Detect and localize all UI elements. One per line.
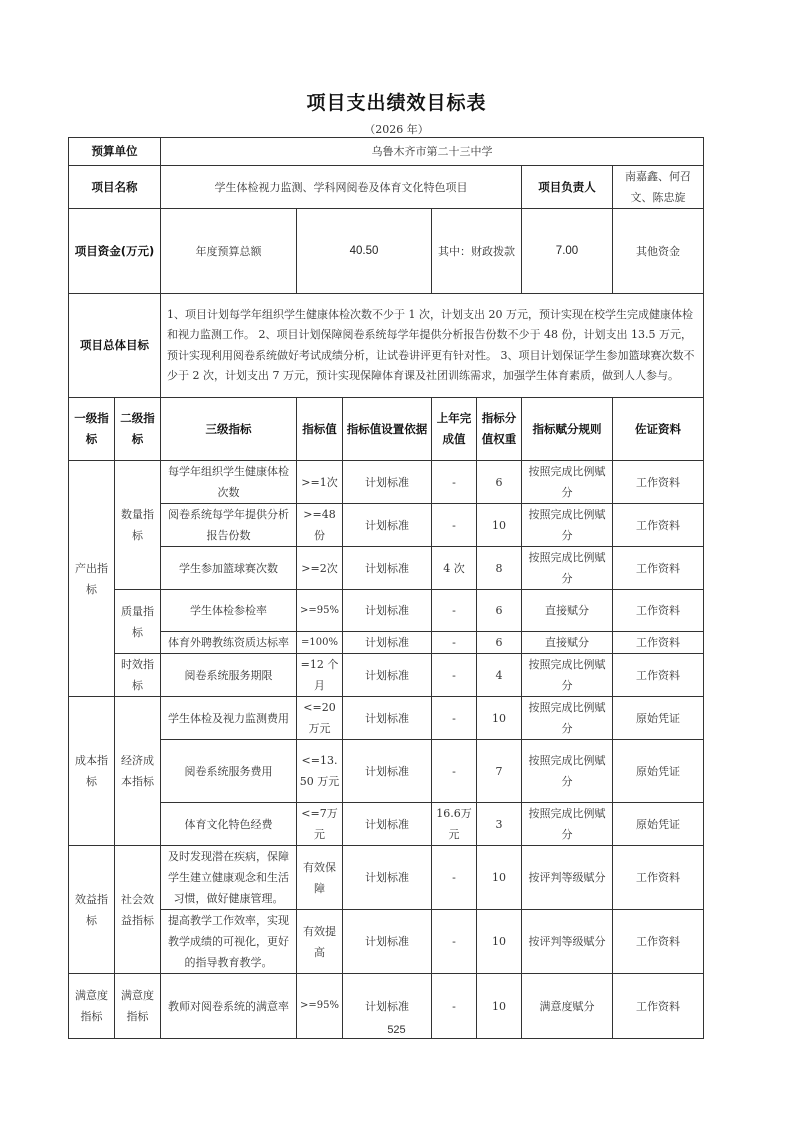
basis-cell: 计划标准 [343,504,432,547]
last-year-cell: - [432,697,477,740]
budget-unit-row [69,138,704,166]
page-number: 525 [387,1024,406,1036]
level2-timeliness: 时效指标 [115,654,161,697]
value-cell: >=95% [297,590,343,632]
value-cell: =12 个月 [297,654,343,697]
value-cell: <=13.50 万元 [297,740,343,803]
rule-cell: 按照完成比例赋分 [522,803,613,846]
header-weight: 指标分值权重 [477,398,522,461]
basis-cell: 计划标准 [343,803,432,846]
indicator-cell: 阅卷系统每学年提供分析报告份数 [161,504,297,547]
value-cell: >=1次 [297,461,343,504]
weight-cell: 7 [477,740,522,803]
overall-goal-text: 1、项目计划每学年组织学生健康体检次数不少于 1 次，计划支出 20 万元，预计实现在校学生完成健康体检和视力监测工作。 2、项目计划保障阅卷系统每学年提供分析报告份数不少于 48 份，计划支出 13.5 万元，预计实现利用阅卷系统做好考试成绩分析，让试卷讲评更有针对性。 3、项目计划保证学生参加篮球赛次数不少于 2 次，计划支出 7 万元，预计实现保障体育课及社团训练需求，加强学生体育素质，做到人人参与。 [161,294,704,398]
evidence-cell: 工作资料 [613,846,704,910]
project-funds-row [69,209,704,294]
rule-cell: 按照完成比例赋分 [522,547,613,590]
rule-cell: 按评判等级赋分 [522,910,613,974]
rule-cell: 按照完成比例赋分 [522,654,613,697]
evidence-cell: 工作资料 [613,547,704,590]
table-row [69,846,704,910]
basis-cell: 计划标准 [343,590,432,632]
table-row [69,910,704,974]
level2-social-benefit: 社会效益指标 [115,846,161,974]
project-funds-label: 项目资金(万元) [69,209,161,294]
level1-cost: 成本指标 [69,697,115,846]
indicator-cell: 提高教学工作效率，实现教学成绩的可视化，更好的指导教育教学。 [161,910,297,974]
weight-cell: 6 [477,590,522,632]
weight-cell: 10 [477,504,522,547]
evidence-cell: 工作资料 [613,654,704,697]
weight-cell: 8 [477,547,522,590]
fiscal-allocation-label: 其中：财政拨款 [432,209,522,294]
rule-cell: 按照完成比例赋分 [522,461,613,504]
indicator-header-row [69,398,704,461]
level2-quality: 质量指标 [115,590,161,654]
weight-cell: 10 [477,697,522,740]
weight-cell: 6 [477,461,522,504]
last-year-cell: - [432,974,477,1039]
value-cell: =100% [297,632,343,654]
table-row [69,632,704,654]
table-row [69,461,704,504]
level2-satisfaction: 满意度指标 [115,974,161,1039]
evidence-cell: 原始凭证 [613,697,704,740]
basis-cell: 计划标准 [343,654,432,697]
table-row [69,654,704,697]
basis-cell: 计划标准 [343,910,432,974]
evidence-cell: 原始凭证 [613,740,704,803]
last-year-cell: - [432,504,477,547]
indicator-cell: 体育外聘教练资质达标率 [161,632,297,654]
project-leader-value: 南嘉鑫、何召文、陈忠旋 [613,166,704,209]
basis-cell: 计划标准 [343,846,432,910]
weight-cell: 10 [477,846,522,910]
level1-satisfaction: 满意度指标 [69,974,115,1039]
indicator-cell: 阅卷系统服务费用 [161,740,297,803]
last-year-cell: - [432,461,477,504]
value-cell: 有效提高 [297,910,343,974]
header-basis: 指标值设置依据 [343,398,432,461]
rule-cell: 直接赋分 [522,632,613,654]
header-level3: 三级指标 [161,398,297,461]
rule-cell: 满意度赋分 [522,974,613,1039]
value-cell: <=7万元 [297,803,343,846]
value-cell: >=95% [297,974,343,1039]
last-year-cell: - [432,590,477,632]
last-year-cell: - [432,910,477,974]
indicator-cell: 阅卷系统服务期限 [161,654,297,697]
last-year-cell: - [432,654,477,697]
last-year-cell: 16.6万元 [432,803,477,846]
indicator-cell: 学生体检参检率 [161,590,297,632]
page-title: 项目支出绩效目标表 [306,92,487,114]
project-leader-label: 项目负责人 [522,166,613,209]
value-cell: <=20万元 [297,697,343,740]
basis-cell: 计划标准 [343,740,432,803]
header-evidence: 佐证资料 [613,398,704,461]
annual-budget-label: 年度预算总额 [161,209,297,294]
level2-quantity: 数量指标 [115,461,161,590]
evidence-cell: 工作资料 [613,632,704,654]
basis-cell: 计划标准 [343,547,432,590]
header-level1: 一级指标 [69,398,115,461]
table-row [69,590,704,632]
level2-economic-cost: 经济成本指标 [115,697,161,846]
overall-goal-label: 项目总体目标 [69,294,161,398]
budget-unit-value: 乌鲁木齐市第二十三中学 [161,138,704,166]
header-value: 指标值 [297,398,343,461]
project-name-label: 项目名称 [69,166,161,209]
table-row [69,547,704,590]
rule-cell: 直接赋分 [522,590,613,632]
project-name-value: 学生体检视力监测、学科网阅卷及体育文化特色项目 [161,166,522,209]
indicator-cell: 每学年组织学生健康体检次数 [161,461,297,504]
last-year-cell: - [432,846,477,910]
rule-cell: 按评判等级赋分 [522,846,613,910]
indicator-cell: 学生体检及视力监测费用 [161,697,297,740]
weight-cell: 10 [477,974,522,1039]
level1-benefit: 效益指标 [69,846,115,974]
indicator-cell: 及时发现潜在疾病，保障学生建立健康观念和生活习惯，做好健康管理。 [161,846,297,910]
year-label: （2026 年） [364,123,429,136]
last-year-cell: - [432,740,477,803]
evidence-cell: 工作资料 [613,974,704,1039]
basis-cell: 计划标准 [343,461,432,504]
project-name-row [69,166,704,209]
table-row [69,504,704,547]
value-cell: 有效保障 [297,846,343,910]
evidence-cell: 工作资料 [613,461,704,504]
table-row [69,803,704,846]
evidence-cell: 原始凭证 [613,803,704,846]
other-funds-label: 其他资金 [613,209,704,294]
weight-cell: 10 [477,910,522,974]
performance-table [68,137,704,1039]
header-rule: 指标赋分规则 [522,398,613,461]
annual-budget-value: 40.50 [297,209,432,294]
last-year-cell: - [432,632,477,654]
evidence-cell: 工作资料 [613,910,704,974]
level1-output: 产出指标 [69,461,115,697]
evidence-cell: 工作资料 [613,590,704,632]
weight-cell: 4 [477,654,522,697]
header-level2: 二级指标 [115,398,161,461]
rule-cell: 按照完成比例赋分 [522,697,613,740]
header-last-year: 上年完成值 [432,398,477,461]
rule-cell: 按照完成比例赋分 [522,504,613,547]
last-year-cell: 4 次 [432,547,477,590]
value-cell: >=48份 [297,504,343,547]
evidence-cell: 工作资料 [613,504,704,547]
weight-cell: 3 [477,803,522,846]
basis-cell: 计划标准 [343,632,432,654]
basis-cell: 计划标准 [343,974,432,1039]
indicator-cell: 学生参加篮球赛次数 [161,547,297,590]
weight-cell: 6 [477,632,522,654]
indicator-cell: 教师对阅卷系统的满意率 [161,974,297,1039]
value-cell: >=2次 [297,547,343,590]
budget-unit-label: 预算单位 [69,138,161,166]
rule-cell: 按照完成比例赋分 [522,740,613,803]
overall-goal-row [69,294,704,398]
table-row [69,740,704,803]
fiscal-allocation-value: 7.00 [522,209,613,294]
table-row [69,697,704,740]
basis-cell: 计划标准 [343,697,432,740]
indicator-cell: 体育文化特色经费 [161,803,297,846]
